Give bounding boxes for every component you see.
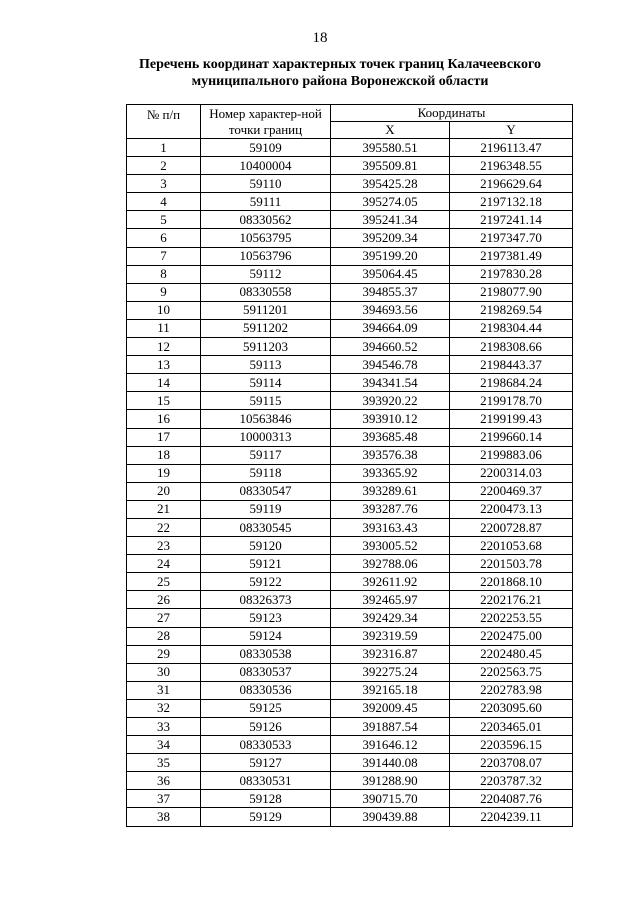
cell-point-number: 08330533: [201, 736, 331, 754]
cell-y: 2200314.03: [450, 464, 573, 482]
cell-num: 11: [127, 319, 201, 337]
cell-y: 2204087.76: [450, 790, 573, 808]
cell-num: 16: [127, 410, 201, 428]
cell-x: 395064.45: [331, 265, 450, 283]
table-row: [127, 518, 573, 536]
cell-y: 2200728.87: [450, 518, 573, 536]
cell-x: 393005.52: [331, 537, 450, 555]
cell-x: 391887.54: [331, 718, 450, 736]
table-row: [127, 736, 573, 754]
table-row: [127, 193, 573, 211]
cell-num: 3: [127, 175, 201, 193]
cell-x: 394664.09: [331, 319, 450, 337]
cell-point-number: 59113: [201, 356, 331, 374]
header-point-number: Номер характер-ной точки границ: [201, 105, 331, 139]
cell-num: 33: [127, 718, 201, 736]
cell-num: 17: [127, 428, 201, 446]
cell-point-number: 59109: [201, 139, 331, 157]
cell-x: 394546.78: [331, 356, 450, 374]
cell-num: 9: [127, 283, 201, 301]
cell-y: 2204239.11: [450, 808, 573, 826]
cell-point-number: 59121: [201, 555, 331, 573]
cell-x: 391288.90: [331, 772, 450, 790]
cell-point-number: 10400004: [201, 157, 331, 175]
table-row: [127, 446, 573, 464]
table-row: [127, 790, 573, 808]
cell-num: 5: [127, 211, 201, 229]
cell-y: 2199199.43: [450, 410, 573, 428]
cell-y: 2202783.98: [450, 681, 573, 699]
table-row: [127, 808, 573, 826]
cell-x: 395199.20: [331, 247, 450, 265]
cell-y: 2200469.37: [450, 482, 573, 500]
cell-point-number: 08330547: [201, 482, 331, 500]
cell-y: 2197132.18: [450, 193, 573, 211]
cell-point-number: 59125: [201, 699, 331, 717]
cell-y: 2199883.06: [450, 446, 573, 464]
cell-num: 37: [127, 790, 201, 808]
table-row: [127, 464, 573, 482]
table-row: [127, 537, 573, 555]
table-row: [127, 319, 573, 337]
cell-x: 393365.92: [331, 464, 450, 482]
cell-x: 393920.22: [331, 392, 450, 410]
cell-point-number: 59117: [201, 446, 331, 464]
cell-point-number: 08330536: [201, 681, 331, 699]
table-row: [127, 699, 573, 717]
cell-point-number: 08330538: [201, 645, 331, 663]
page-number: 18: [312, 30, 328, 46]
cell-num: 24: [127, 555, 201, 573]
cell-num: 18: [127, 446, 201, 464]
title-line-2: муниципального района Воронежской области: [191, 74, 489, 89]
table-row: [127, 663, 573, 681]
cell-num: 14: [127, 374, 201, 392]
cell-point-number: 10563795: [201, 229, 331, 247]
cell-num: 31: [127, 681, 201, 699]
cell-y: 2203596.15: [450, 736, 573, 754]
cell-num: 21: [127, 500, 201, 518]
header-num: № п/п: [127, 105, 201, 139]
cell-x: 392009.45: [331, 699, 450, 717]
table-row: [127, 356, 573, 374]
cell-num: 34: [127, 736, 201, 754]
cell-x: 394855.37: [331, 283, 450, 301]
cell-point-number: 59118: [201, 464, 331, 482]
table-row: [127, 157, 573, 175]
cell-y: 2201868.10: [450, 573, 573, 591]
cell-x: 395274.05: [331, 193, 450, 211]
cell-point-number: 08330545: [201, 518, 331, 536]
cell-point-number: 59127: [201, 754, 331, 772]
table-row: [127, 772, 573, 790]
cell-point-number: 59126: [201, 718, 331, 736]
table-header: [127, 105, 573, 139]
cell-num: 2: [127, 157, 201, 175]
cell-y: 2203095.60: [450, 699, 573, 717]
cell-point-number: 59110: [201, 175, 331, 193]
cell-num: 36: [127, 772, 201, 790]
cell-y: 2198304.44: [450, 319, 573, 337]
cell-num: 25: [127, 573, 201, 591]
cell-num: 13: [127, 356, 201, 374]
cell-num: 4: [127, 193, 201, 211]
cell-num: 32: [127, 699, 201, 717]
table-row: [127, 265, 573, 283]
cell-point-number: 5911203: [201, 338, 331, 356]
cell-x: 390715.70: [331, 790, 450, 808]
header-y: Y: [450, 122, 573, 139]
cell-x: 395509.81: [331, 157, 450, 175]
cell-point-number: 5911202: [201, 319, 331, 337]
cell-point-number: 59128: [201, 790, 331, 808]
table-row: [127, 283, 573, 301]
table-row: [127, 482, 573, 500]
table-row: [127, 301, 573, 319]
cell-num: 23: [127, 537, 201, 555]
table-row: [127, 139, 573, 157]
table-row: [127, 229, 573, 247]
header-x: X: [331, 122, 450, 139]
cell-x: 395241.34: [331, 211, 450, 229]
coordinates-table: [126, 104, 573, 827]
cell-point-number: 59111: [201, 193, 331, 211]
cell-y: 2203465.01: [450, 718, 573, 736]
cell-x: 394341.54: [331, 374, 450, 392]
cell-point-number: 59120: [201, 537, 331, 555]
cell-point-number: 59115: [201, 392, 331, 410]
cell-num: 38: [127, 808, 201, 826]
cell-y: 2202563.75: [450, 663, 573, 681]
cell-point-number: 08330531: [201, 772, 331, 790]
cell-y: 2198443.37: [450, 356, 573, 374]
header-coordinates: Координаты: [331, 105, 573, 122]
cell-point-number: 08330562: [201, 211, 331, 229]
cell-y: 2197381.49: [450, 247, 573, 265]
cell-x: 392275.24: [331, 663, 450, 681]
table-body: [127, 139, 573, 827]
cell-x: 392465.97: [331, 591, 450, 609]
cell-y: 2196348.55: [450, 157, 573, 175]
cell-point-number: 5911201: [201, 301, 331, 319]
cell-y: 2198077.90: [450, 283, 573, 301]
cell-x: 392611.92: [331, 573, 450, 591]
cell-num: 27: [127, 609, 201, 627]
table-row: [127, 573, 573, 591]
cell-y: 2201503.78: [450, 555, 573, 573]
cell-num: 26: [127, 591, 201, 609]
table-row: [127, 410, 573, 428]
table-row: [127, 392, 573, 410]
cell-x: 393910.12: [331, 410, 450, 428]
cell-y: 2202253.55: [450, 609, 573, 627]
title-line-1: Перечень координат характерных точек границ Калачеевского: [139, 57, 541, 72]
cell-point-number: 08330537: [201, 663, 331, 681]
cell-point-number: 10563796: [201, 247, 331, 265]
cell-y: 2200473.13: [450, 500, 573, 518]
table-row: [127, 591, 573, 609]
cell-x: 395425.28: [331, 175, 450, 193]
table-row: [127, 681, 573, 699]
cell-x: 392165.18: [331, 681, 450, 699]
cell-point-number: 59112: [201, 265, 331, 283]
cell-num: 12: [127, 338, 201, 356]
table-row: [127, 555, 573, 573]
cell-x: 393287.76: [331, 500, 450, 518]
cell-x: 394660.52: [331, 338, 450, 356]
cell-num: 6: [127, 229, 201, 247]
cell-x: 390439.88: [331, 808, 450, 826]
cell-y: 2197347.70: [450, 229, 573, 247]
table-row: [127, 500, 573, 518]
cell-y: 2202475.00: [450, 627, 573, 645]
table-row: [127, 247, 573, 265]
cell-point-number: 08326373: [201, 591, 331, 609]
cell-x: 395580.51: [331, 139, 450, 157]
cell-num: 7: [127, 247, 201, 265]
cell-y: 2198269.54: [450, 301, 573, 319]
cell-x: 395209.34: [331, 229, 450, 247]
cell-x: 393685.48: [331, 428, 450, 446]
cell-num: 30: [127, 663, 201, 681]
cell-point-number: 10000313: [201, 428, 331, 446]
cell-x: 391646.12: [331, 736, 450, 754]
cell-point-number: 08330558: [201, 283, 331, 301]
cell-y: 2199660.14: [450, 428, 573, 446]
cell-x: 392429.34: [331, 609, 450, 627]
cell-num: 10: [127, 301, 201, 319]
cell-y: 2197830.28: [450, 265, 573, 283]
cell-x: 392319.59: [331, 627, 450, 645]
cell-y: 2197241.14: [450, 211, 573, 229]
table-row: [127, 718, 573, 736]
cell-point-number: 59124: [201, 627, 331, 645]
cell-point-number: 59122: [201, 573, 331, 591]
table-row: [127, 374, 573, 392]
cell-num: 15: [127, 392, 201, 410]
cell-x: 392316.87: [331, 645, 450, 663]
cell-point-number: 59119: [201, 500, 331, 518]
cell-num: 35: [127, 754, 201, 772]
cell-y: 2198684.24: [450, 374, 573, 392]
cell-num: 8: [127, 265, 201, 283]
cell-num: 1: [127, 139, 201, 157]
cell-y: 2202176.21: [450, 591, 573, 609]
header-row-1: [127, 105, 573, 122]
table-row: [127, 609, 573, 627]
cell-x: 393576.38: [331, 446, 450, 464]
cell-y: 2201053.68: [450, 537, 573, 555]
cell-x: 393289.61: [331, 482, 450, 500]
cell-x: 392788.06: [331, 555, 450, 573]
cell-num: 20: [127, 482, 201, 500]
cell-y: 2198308.66: [450, 338, 573, 356]
table-row: [127, 754, 573, 772]
document-title: [60, 56, 620, 90]
cell-point-number: 10563846: [201, 410, 331, 428]
cell-num: 28: [127, 627, 201, 645]
cell-point-number: 59123: [201, 609, 331, 627]
cell-x: 391440.08: [331, 754, 450, 772]
cell-x: 394693.56: [331, 301, 450, 319]
cell-y: 2196629.64: [450, 175, 573, 193]
table-row: [127, 428, 573, 446]
cell-x: 393163.43: [331, 518, 450, 536]
table-row: [127, 211, 573, 229]
cell-y: 2203787.32: [450, 772, 573, 790]
table-row: [127, 645, 573, 663]
cell-num: 29: [127, 645, 201, 663]
cell-y: 2203708.07: [450, 754, 573, 772]
cell-y: 2199178.70: [450, 392, 573, 410]
cell-y: 2196113.47: [450, 139, 573, 157]
cell-num: 19: [127, 464, 201, 482]
cell-point-number: 59114: [201, 374, 331, 392]
cell-num: 22: [127, 518, 201, 536]
table-row: [127, 338, 573, 356]
cell-point-number: 59129: [201, 808, 331, 826]
cell-y: 2202480.45: [450, 645, 573, 663]
table-row: [127, 627, 573, 645]
table-row: [127, 175, 573, 193]
